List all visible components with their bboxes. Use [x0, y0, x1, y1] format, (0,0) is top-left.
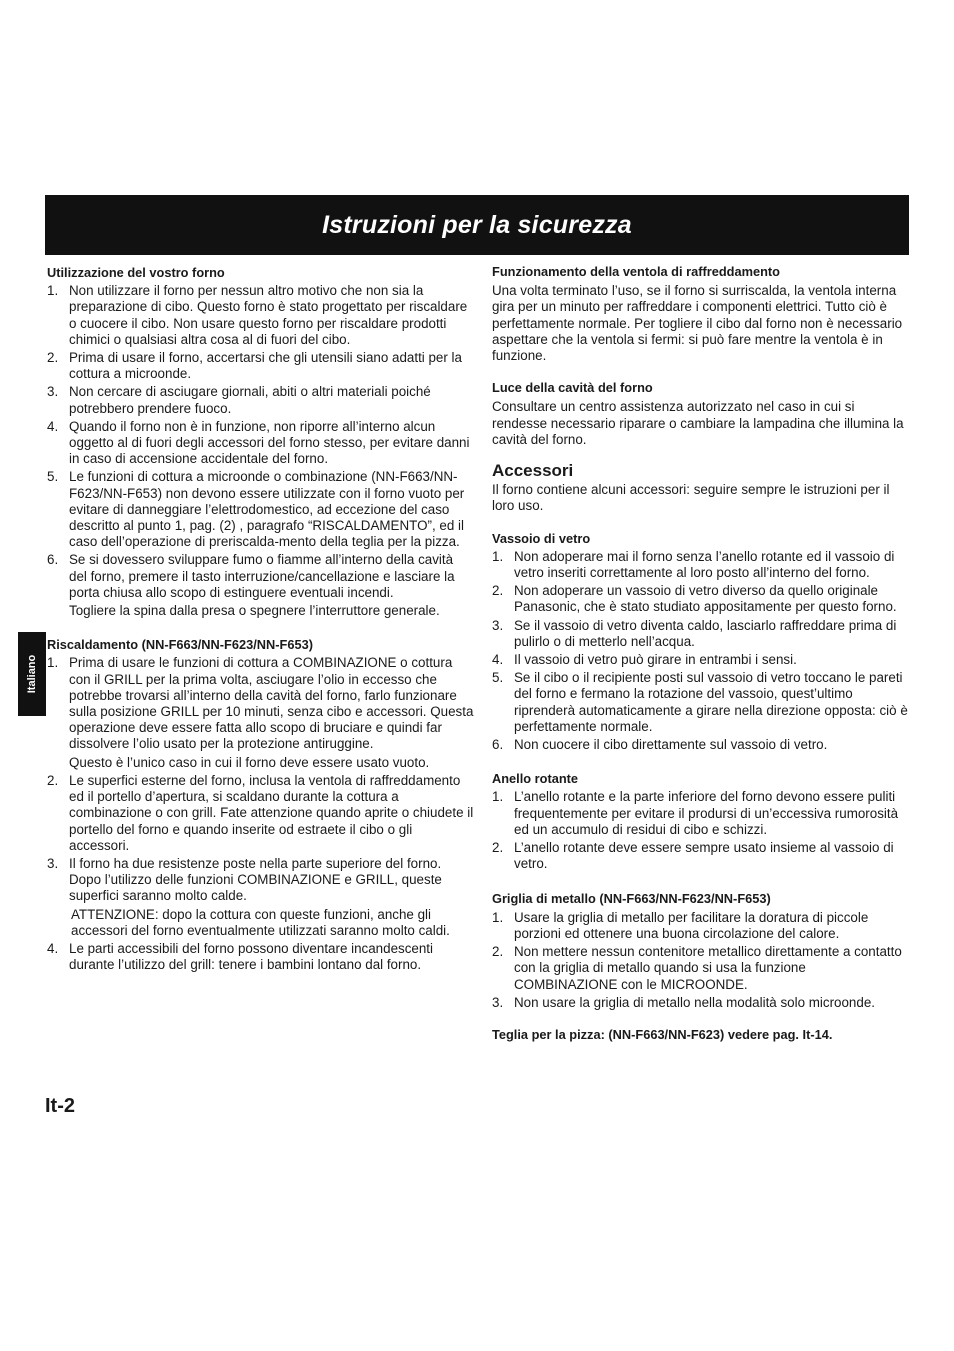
list-item-number: 5. — [47, 469, 59, 485]
language-label: Italiano — [26, 654, 38, 694]
list-item-number: 2. — [492, 583, 504, 599]
list-item — [492, 944, 910, 993]
warning-note: ATTENZIONE: dopo la cottura con queste funzioni, anche gli accessori del forno eventualmente utilizzati saranno molto caldi. — [71, 906, 450, 938]
list-item — [492, 670, 910, 735]
list-item — [492, 583, 910, 615]
list-item — [47, 419, 474, 468]
list-item-number: 2. — [47, 350, 59, 366]
list-item-number: 3. — [47, 384, 59, 400]
ring-list — [492, 789, 910, 872]
list-item — [492, 549, 910, 581]
list-item-number: 4. — [492, 652, 504, 668]
list-item — [47, 655, 474, 752]
list-item-number: 2. — [492, 840, 504, 856]
list-item-text: Se si dovessero sviluppare fumo o fiamme all’interno della cavità del forno, premere il tasto interruzione/cancellazione e lasciare la porta chiusa allo scopo di estinguere eventuali incendi. — [69, 552, 455, 600]
list-item — [47, 384, 474, 416]
list-item — [47, 856, 474, 905]
list-item-text: Se il vassoio di vetro diventa caldo, lasciarlo raffreddare prima di pulirlo o di metterlo nell’acqua. — [514, 617, 897, 649]
grill-list — [492, 910, 910, 1011]
list-item-number: 6. — [47, 552, 59, 568]
list-item-text: Non mettere nessun contenitore metallico direttamente a contatto con la griglia di metallo quando si usa la funzione COMBINAZIONE con le MICROONDE. — [514, 944, 902, 992]
list-item-number: 3. — [492, 994, 504, 1010]
list-item — [492, 652, 910, 668]
list-item-number: 2. — [47, 772, 59, 788]
list-item-number: 1. — [47, 655, 59, 671]
pizza-note: Teglia per la pizza: (NN-F663/NN-F623) vedere pag. It-14. — [492, 1026, 833, 1042]
list-item-text: L’anello rotante e la parte inferiore del forno devono essere puliti frequentemente per evitare il prodursi di un’eccessiva rumorosità ed un accumulo di residui di cibo e schizzi. — [514, 789, 899, 837]
list-item — [47, 469, 474, 550]
list-item-number: 3. — [47, 855, 59, 871]
list-item — [492, 995, 910, 1011]
list-item — [492, 910, 910, 942]
section-heading-ring: Anello rotante — [492, 771, 579, 787]
list-item-text: Se il cibo o il recipiente posti sul vassoio di vetro toccano le pareti del forno e fermano la rotazione del vassoio, quest’ultimo riprenderà automaticamente a girare nella direzione opposta: ciò è perfettamente normale. — [514, 670, 908, 734]
tray-list — [492, 549, 910, 753]
right-column — [492, 264, 910, 1043]
section-heading-usage: Utilizzazione del vostro forno — [47, 265, 225, 280]
list-item-number: 5. — [492, 670, 504, 686]
list-item-number: 2. — [492, 944, 504, 960]
list-item-text: Non adoperare un vassoio di vetro diverso da quello originale Panasonic, che è stato studiato appositamente per questo forno. — [514, 583, 897, 615]
list-item-number: 1. — [492, 909, 504, 925]
title-banner — [45, 195, 909, 255]
list-item-text: Non cuocere il cibo direttamente sul vassoio di vetro. — [514, 737, 828, 753]
accessories-heading: Accessori — [492, 461, 574, 481]
list-item-number: 1. — [492, 789, 504, 805]
page-title: Istruzioni per la sicurezza — [322, 211, 632, 239]
list-item — [47, 283, 474, 348]
list-item-text: Non adoperare mai il forno senza l’anello rotante ed il vassoio di vetro inseriti correttamente al loro posto all’interno del forno. — [514, 548, 895, 581]
accessories-text: Il forno contiene alcuni accessori: seguire sempre le istruzioni per il loro uso. — [492, 482, 890, 514]
section-heading-grill: Griglia di metallo (NN-F663/NN-F623/NN-F653) — [492, 890, 771, 906]
list-item-text: Le parti accessibili del forno possono diventare incandescenti durante l’utilizzo del grill: tenere i bambini lontano dal forno. — [69, 940, 433, 973]
list-item — [47, 552, 474, 601]
section-heading-heating: Riscaldamento (NN-F663/NN-F623/NN-F653) — [47, 637, 313, 653]
list-item — [492, 789, 910, 838]
usage-list — [47, 283, 474, 601]
list-item-text: Il forno ha due resistenze poste nella parte superiore del forno. Dopo l’utilizzo delle funzioni COMBINAZIONE e GRILL, queste superfici saranno molto calde. — [69, 855, 442, 904]
list-item — [492, 618, 910, 650]
list-item-number: 1. — [492, 548, 504, 564]
heating-note: Questo è l’unico caso in cui il forno deve essere usato vuoto. — [69, 754, 430, 770]
list-item-text: Le funzioni di cottura a microonde o combinazione (NN-F663/NN-F623/NN-F653) non devono essere utilizzate con il forno vuoto per evitare di danneggiare l’elettrodomestico, ad eccezione del caso descritto al punto 1, pag. (2) , paragrafo “RISCALDAMENTO”, ed il caso dell’operazione di preriscalda-mento della teglia per la pizza. — [69, 469, 465, 550]
list-item-text: Prima di usare il forno, accertarsi che gli utensili siano adatti per la cottura a microonde. — [69, 350, 462, 382]
list-item-text: Non usare la griglia di metallo nella modalità solo microonde. — [514, 994, 875, 1010]
section-heading-tray: Vassoio di vetro — [492, 530, 591, 546]
light-text: Consultare un centro assistenza autorizzato nel caso in cui si rendesse necessario riparare o cambiare la lampadina che illumina la cavità del forno. — [492, 399, 904, 447]
list-item-number: 1. — [47, 283, 59, 299]
section-heading-fan: Funzionamento della ventola di raffreddamento — [492, 264, 780, 279]
language-side-tab — [18, 632, 46, 716]
list-item-text: Prima di usare le funzioni di cottura a COMBINAZIONE o cottura con il GRILL per la prima volta, asciugare l’olio in eccesso che potrebbe trovarsi all’interno della cavità del forno, farlo funzionare sulla posizione GRILL per 10 minuti, senza cibo e accessori. Questa operazione deve essere fatta allo scopo di bruciare e quindi far dissolvere l’olio usato per la protezione antiruggine. — [69, 655, 474, 752]
list-item-text: Le superfici esterne del forno, inclusa la ventola di raffreddamento ed il portello d’apertura, si scaldano durante la cottura a combinazione o con grill. Fate attenzione quando aprite o chiudete il portello del forno e quando inserite od estraete il cibo o gli accessori. — [69, 772, 474, 853]
left-column — [47, 265, 474, 973]
list-item-text: Non cercare di asciugare giornali, abiti o altri materiali poiché potrebbero prendere fuoco. — [69, 384, 431, 416]
list-item-text: Usare la griglia di metallo per facilitare la doratura di piccole porzioni ed ottenere una buona circolazione del calore. — [514, 909, 869, 941]
list-item-text: L’anello rotante deve essere sempre usato insieme al vassoio di vetro. — [514, 840, 894, 872]
section-heading-light: Luce della cavità del forno — [492, 380, 653, 396]
page-number: It-2 — [45, 1095, 75, 1117]
list-item — [47, 350, 474, 382]
list-item-text: Il vassoio di vetro può girare in entrambi i sensi. — [514, 652, 797, 668]
list-item-number: 4. — [47, 418, 59, 434]
list-item-number: 3. — [492, 617, 504, 633]
list-item-number: 4. — [47, 940, 59, 956]
fan-text: Una volta terminato l’uso, se il forno si surriscalda, la ventola interna gira per un minuto per raffreddare i componenti elettrici. Tutto ciò è perfettamente normale. Per togliere il cibo dal forno non è necessario aspettare che la ventola si fermi: si può fare mentre la ventola è in funzione. — [492, 283, 903, 364]
list-item — [492, 737, 910, 753]
list-item-number: 6. — [492, 737, 504, 753]
list-item — [47, 941, 474, 973]
list-item — [47, 773, 474, 854]
usage-note: Togliere la spina dalla presa o spegnere l’interruttore generale. — [69, 603, 440, 619]
list-item-text: Non utilizzare il forno per nessun altro motivo che non sia la preparazione di cibo. Questo forno è stato progettato per riscaldare o cuocere il cibo. Non usare questo forno per riscaldare prodotti chimici o qualsiasi altra cosa al di fuori del cibo. — [69, 283, 468, 347]
list-item-text: Quando il forno non è in funzione, non riporre all’interno alcun oggetto al di fuori degli accessori del forno stesso, per evitare danni in caso di accensione accidentale del forno. — [69, 418, 470, 467]
list-item — [492, 840, 910, 872]
